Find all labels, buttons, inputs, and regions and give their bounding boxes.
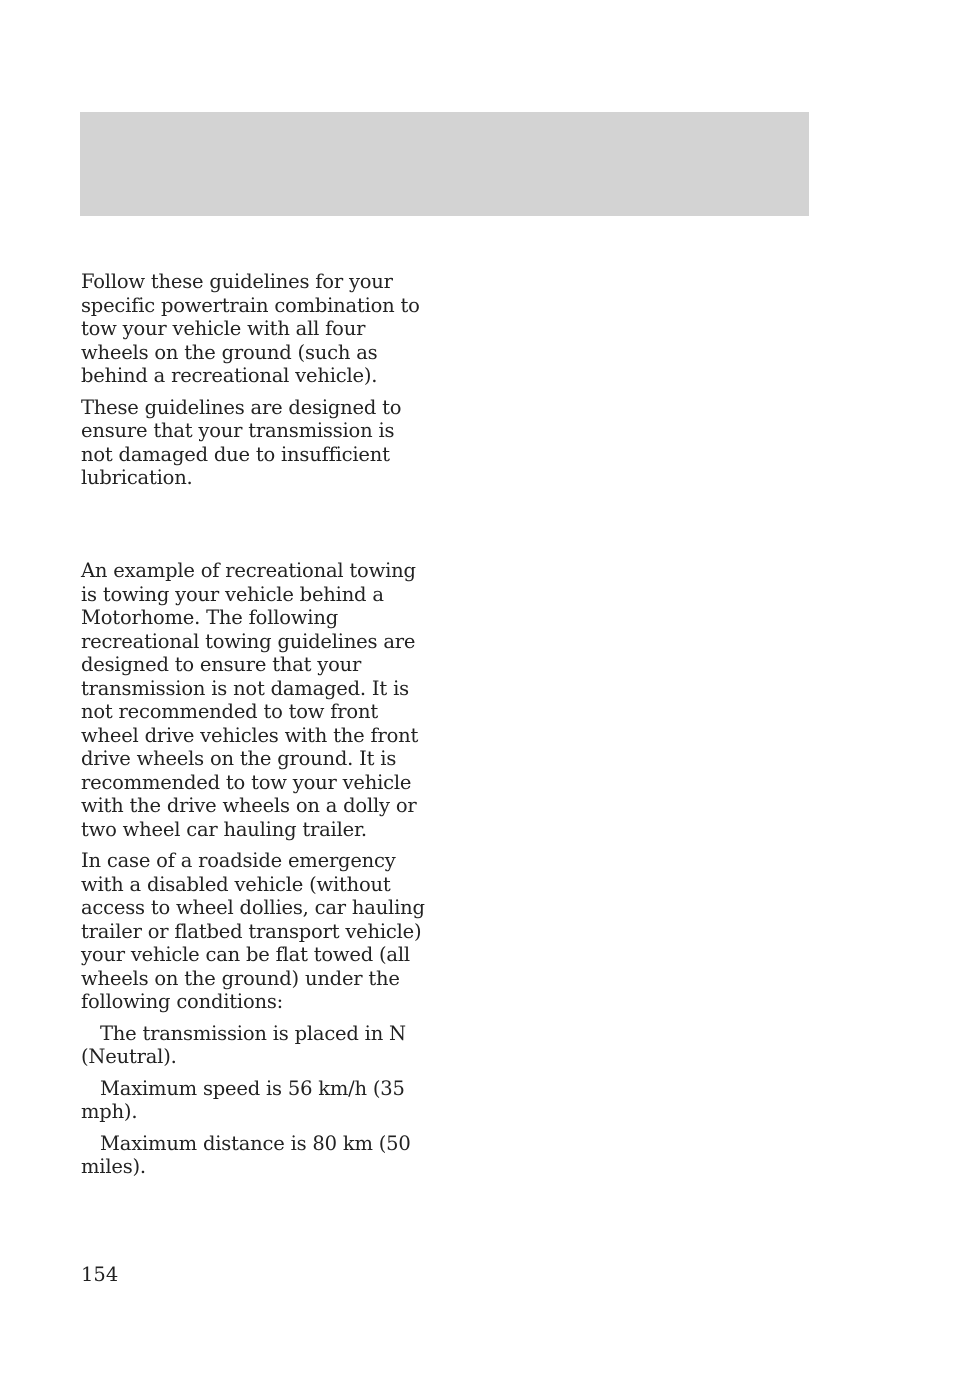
intro-paragraph-1: Follow these guidelines for your specific powertrain combination to tow your vehicle with all four wheels on the ground (such as behind a recreational vehicle).: [81, 270, 420, 387]
condition-item-neutral: The transmission is placed in N (Neutral).: [81, 1021, 406, 1068]
recreational-paragraph-1: An example of recreational towing is towing your vehicle behind a Motorhome. The following recreational towing guidelines are designed to ensure that your transmission is not damaged. It is not recommended to tow front wheel drive vehicles with the front drive wheels on the ground. It is recommended to tow your vehicle with the drive wheels on a dolly or two wheel car hauling trailer.: [81, 559, 419, 841]
intro-section: [81, 270, 431, 498]
header-band: [80, 112, 809, 216]
recreational-towing-section: [81, 559, 431, 1187]
page-number: 154: [81, 1263, 119, 1286]
recreational-paragraph-2: In case of a roadside emergency with a disabled vehicle (without access to wheel dollies, car hauling trailer or flatbed transport vehicle) your vehicle can be flat towed (all wheels on the ground) under the following conditions:: [81, 849, 425, 1013]
condition-item-max-speed: Maximum speed is 56 km/h (35 mph).: [81, 1076, 405, 1123]
intro-paragraph-2: These guidelines are designed to ensure that your transmission is not damaged due to insufficient lubrication.: [81, 395, 402, 489]
condition-item-max-distance: Maximum distance is 80 km (50 miles).: [81, 1131, 411, 1178]
